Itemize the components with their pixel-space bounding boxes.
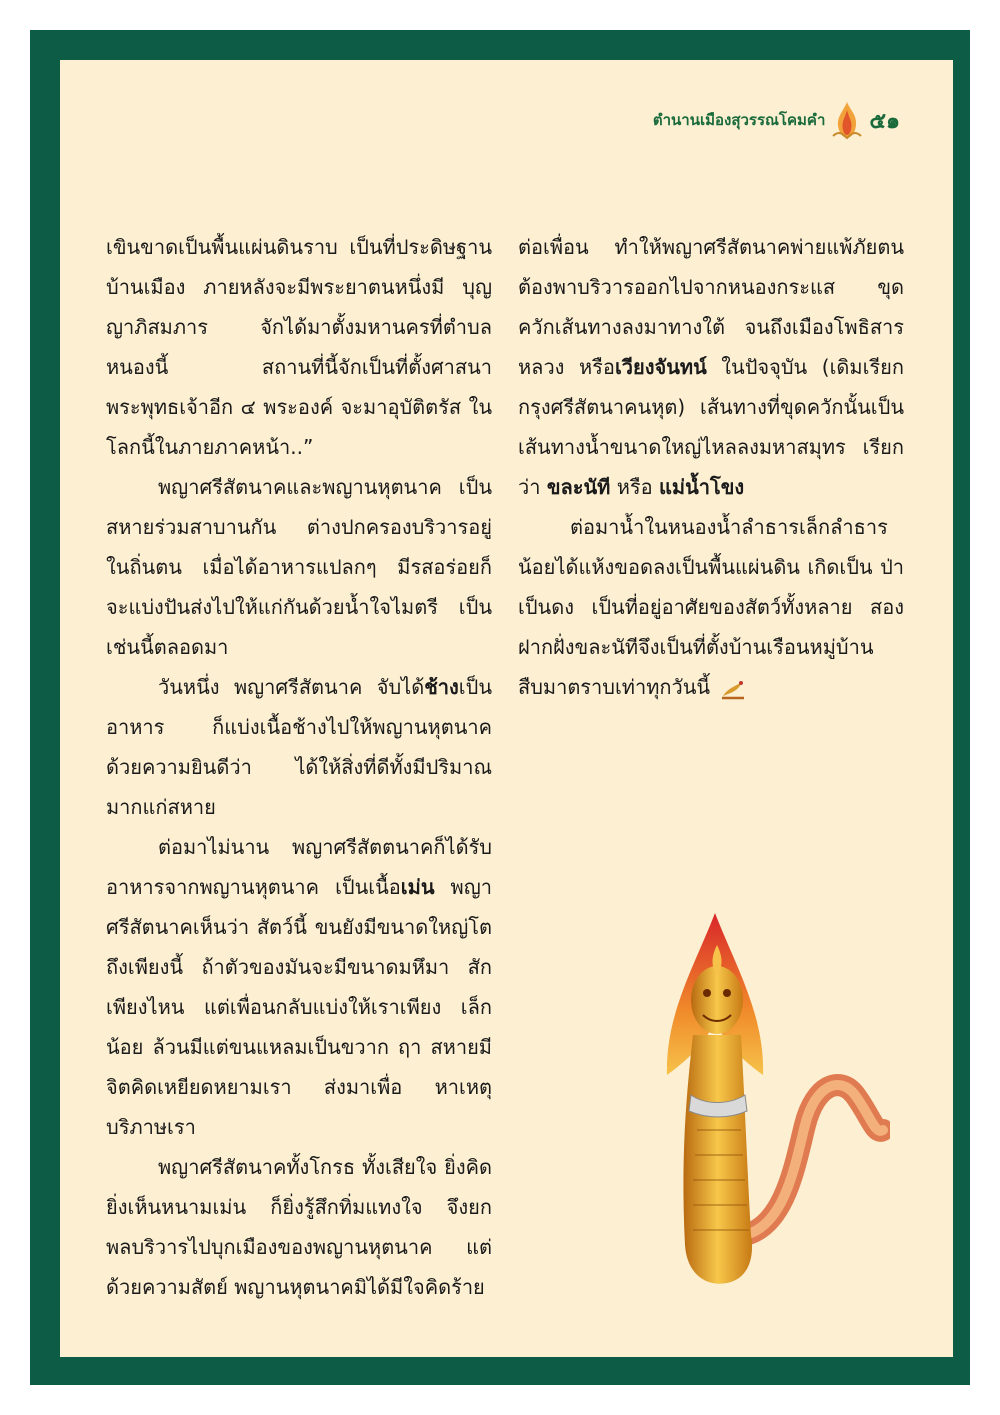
paragraph-text: ต่อมาไม่นาน พญาศรีสัตตนาคก็ได้รับ อาหารจากพญานหุตนาค เป็นเนื้อ <box>106 835 492 899</box>
page-number: ๕๑ <box>869 108 900 134</box>
paragraph: พญาศรีสัตนาคและพญานหุตนาค เป็น สหายร่วมสาบานกัน ต่างปกครองบริวารอยู่ ในถิ่นตน เมื่อได้อาหารแปลกๆ มีรสอร่อยก็ จะแบ่งปันส่งไปให้แก่กันด้วยน้ำใจไมตรี เป็น เช่นนี้ตลอดมา <box>106 475 492 659</box>
paragraph <box>106 667 492 827</box>
running-header <box>653 100 900 140</box>
left-text-column <box>106 227 492 1307</box>
paragraph-text: วันหนึ่ง พญาศรีสัตนาค จับได้ <box>158 675 425 699</box>
bold-term: ช้าง <box>424 675 459 699</box>
paragraph-text: หรือ <box>610 475 660 499</box>
paragraph <box>106 827 492 1147</box>
paragraph-text: ในปัจจุบัน (เดิมเรียก กรุงศรีสัตนาคนหุต) เส้นทางที่ขุดควักนั้นเป็น เส้นทางน้ำขนาดใหญ่ไหลลงมหาสมุทร เรียกว่า <box>518 355 904 499</box>
naga-serpent-illustration <box>655 905 890 1290</box>
paragraph-text: พญา ศรีสัตนาคเห็นว่า สัตว์นี้ ขนยังมีขนาดใหญ่โต ถึงเพียงนี้ ถ้าตัวของมันจะมีขนาดมหึมา สักเพียงไหน แต่เพื่อนกลับแบ่งให้เราเพียง เล็กน้อย ล้วนมีแต่ขนแหลมเป็นขวาก ฤา สหายมีจิตคิดเหยียดหยามเรา ส่งมาเพื่อ หาเหตุบริภาษเรา <box>106 875 492 1139</box>
book-title: ตำนานเมืองสุวรรณโคมคำ <box>652 111 826 129</box>
bold-term: เม่น <box>400 875 435 899</box>
bold-term: ขละนัที <box>546 475 611 499</box>
paragraph: เขินขาดเป็นพื้นแผ่นดินราบ เป็นที่ประดิษฐาน บ้านเมือง ภายหลังจะมีพระยาตนหนึ่งมี บุญญาภิสมภาร จักได้มาตั้งมหานครที่ตำบล หนองนี้ สถานที่นี้จักเป็นที่ตั้งศาสนา พระพุทธเจ้าอีก ๔ พระองค์ จะมาอุบัติตรัส ในโลกนี้ในภายภาคหน้า..” <box>106 235 492 459</box>
paragraph-text: ต่อเพื่อน ทำให้พญาศรีสัตนาคพ่ายแพ้ภัยตน ต้องพาบริวารออกไปจากหนองกระแส ขุด ควักเส้นทางลงมาทางใต้ จนถึงเมืองโพธิสาร หลวง หรือ <box>518 235 904 379</box>
paragraph: พญาศรีสัตนาคทั้งโกรธ ทั้งเสียใจ ยิ่งคิด ยิ่งเห็นหนามเม่น ก็ยิ่งรู้สึกทิ่มแทงใจ จึงยก พลบริวารไปบุกเมืองของพญานหุตนาค แต่ ด้วยความสัตย์ พญานหุตนาคมิได้มีใจคิดร้าย <box>106 1155 492 1299</box>
paragraph-text: ต่อมาน้ำในหนองน้ำลำธารเล็กลำธาร น้อยได้แห้งขอดลงเป็นพื้นแผ่นดิน เกิดเป็น ป่าเป็นดง เป็นที่อยู่อาศัยของสัตว์ทั้งหลาย สองฝากฝั่งขละนัทีจึงเป็นที่ตั้งบ้านเรือนหมู่บ้าน สืบมาตราบเท่าทุกวันนี้ <box>518 515 904 699</box>
bold-term: เวียงจันทน์ <box>614 355 707 379</box>
end-ornament-icon <box>720 678 746 700</box>
paragraph <box>518 227 904 507</box>
flame-ornament-icon <box>831 100 863 140</box>
paragraph-text: เป็น อาหาร ก็แบ่งเนื้อช้างไปให้พญานหุตนาค ด้วยความยินดีว่า ได้ให้สิ่งที่ดีทั้งมีปริมาณ มากแก่สหาย <box>106 675 492 819</box>
right-text-column <box>518 227 904 707</box>
paragraph <box>518 507 904 707</box>
bold-term: แม่น้ำโขง <box>659 475 745 499</box>
